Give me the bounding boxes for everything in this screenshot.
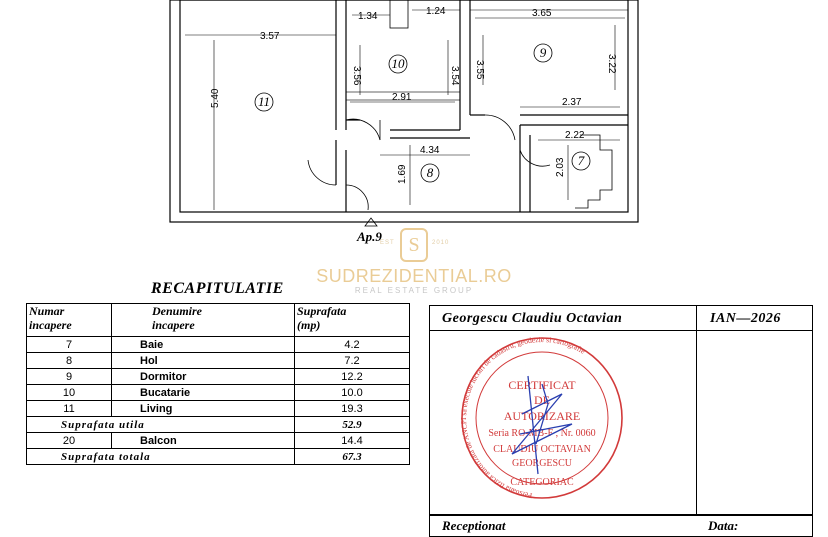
stamp-line: AUTORIZARE (503, 409, 581, 423)
room-name-cell: Baie (112, 337, 295, 353)
room-number: 11 (257, 94, 271, 109)
surveyor-name: Georgescu Claudiu Octavian (442, 311, 623, 326)
table-header-row (27, 304, 410, 337)
watermark-tagline: REAL ESTATE GROUP (354, 286, 474, 295)
total-label: Suprafata totala (27, 449, 295, 465)
stamp-line: CERTIFICAT (508, 378, 576, 392)
table-row (27, 385, 410, 401)
recap-title: RECAPITULATIE (151, 280, 284, 297)
room-number: 8 (426, 165, 434, 180)
dim-label: 3.54 (449, 66, 460, 86)
watermark-logo: S (400, 228, 428, 262)
receptionat-label: Receptionat (442, 518, 506, 533)
room-number: 7 (577, 153, 585, 168)
room-number: 10 (391, 56, 405, 71)
room-num-cell: 11 (27, 401, 112, 417)
floor-plan (0, 0, 828, 250)
reception-date-label: Data: (708, 518, 739, 533)
dim-label: 1.69 (397, 164, 408, 184)
dim-label: 5.40 (210, 88, 221, 108)
dim-label: 4.34 (420, 145, 440, 156)
table-row (27, 401, 410, 417)
stamp-ring-text: Persoana fizica autorizata de ANCPI sa execute lucrari de cadastru, geodezie si cartografie (459, 334, 587, 501)
room-num-cell: 8 (27, 353, 112, 369)
room-num-cell: 9 (27, 369, 112, 385)
room-area-cell: 4.2 (295, 337, 410, 353)
authorization-stamp (452, 334, 632, 504)
room-name-cell: Living (112, 401, 295, 417)
dim-label: 3.65 (532, 8, 552, 19)
table-row (27, 433, 410, 449)
dim-label: 1.24 (426, 6, 446, 17)
table-row (27, 337, 410, 353)
column-header: Denumire incapere (112, 304, 295, 337)
column-header: Numar incapere (27, 304, 112, 337)
table-row (27, 369, 410, 385)
util-total-row (27, 417, 410, 433)
dim-label: 2.91 (392, 92, 412, 103)
room-number: 9 (539, 45, 547, 60)
room-num-cell: 10 (27, 385, 112, 401)
stamp-line: DE (534, 393, 550, 407)
room-num-cell: 20 (27, 433, 112, 449)
dim-label: 3.56 (351, 66, 362, 86)
grand-total-row (27, 449, 410, 465)
recap-table (26, 303, 410, 465)
table-row (27, 353, 410, 369)
watermark-est: EST (380, 240, 395, 246)
room-num-cell: 7 (27, 337, 112, 353)
dim-label: 1.34 (358, 11, 378, 22)
dim-label: 2.03 (555, 157, 566, 177)
util-label: Suprafata utila (27, 417, 295, 433)
dim-label: 3.22 (606, 54, 617, 74)
dim-label: 3.57 (260, 31, 280, 42)
room-area-cell: 19.3 (295, 401, 410, 417)
stamp-line: CATEGORIAC (510, 477, 574, 488)
stamp-line: CLAUDIU OCTAVIAN (493, 444, 591, 455)
stamp-line: Seria RO-MB-F , Nr. 0060 (488, 428, 596, 439)
room-area-cell: 7.2 (295, 353, 410, 369)
room-area-cell: 12.2 (295, 369, 410, 385)
certificate-date: IAN—2026 (710, 311, 781, 326)
total-value: 67.3 (295, 449, 410, 465)
room-name-cell: Hol (112, 353, 295, 369)
stamp-line: GEORGESCU (511, 458, 573, 469)
column-header: Suprafata (mp) (295, 304, 410, 337)
dim-label: 2.22 (565, 130, 585, 141)
watermark (300, 228, 528, 295)
room-name-cell: Balcon (112, 433, 295, 449)
watermark-year: 2010 (432, 240, 450, 246)
room-area-cell: 14.4 (295, 433, 410, 449)
room-name-cell: Dormitor (112, 369, 295, 385)
watermark-brand: SUDREZIDENTIAL.RO (316, 266, 512, 286)
apartment-label: Ap.9 (357, 229, 382, 244)
reception-box (429, 515, 813, 537)
util-value: 52.9 (295, 417, 410, 433)
dim-label: 3.55 (474, 60, 485, 80)
dim-label: 2.37 (562, 97, 582, 108)
room-area-cell: 10.0 (295, 385, 410, 401)
room-name-cell: Bucatarie (112, 385, 295, 401)
